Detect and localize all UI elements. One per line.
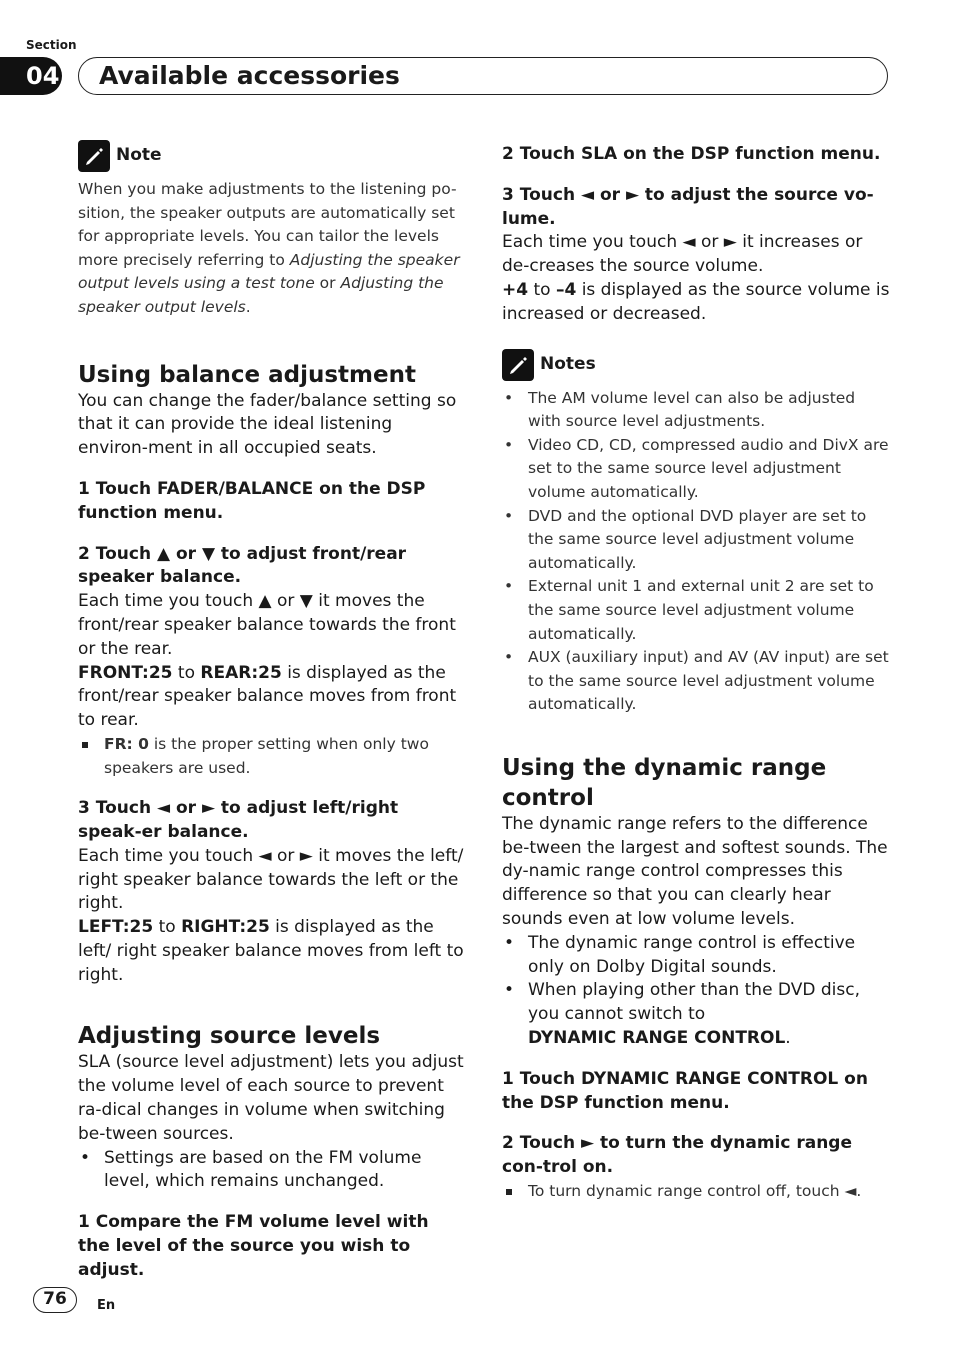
front-rear-to: to xyxy=(172,662,201,683)
note-pencil-icon xyxy=(78,140,110,172)
drc-step-2: 2 Touch ► to turn the dynamic range con-trol on. xyxy=(502,1133,853,1178)
list-item: • DVD and the optional DVD player are set to the same source level adjustment volume automatically. xyxy=(502,505,890,576)
minus-value: –4 xyxy=(555,279,577,300)
list-item: • AUX (auxiliary input) and AV (AV input) are set to the same source level adjustment volume automatically. xyxy=(502,646,890,717)
sla-display xyxy=(502,279,890,327)
balance-intro: You can change the fader/balance setting so that it can provide the ideal listening environ-ment in all occupied seats. xyxy=(78,390,457,459)
list-item xyxy=(502,979,890,1050)
front-rear-text: is displayed as the front/rear speaker balance moves from front to rear. xyxy=(78,662,457,731)
section-number-badge: 04 xyxy=(0,57,62,95)
source-levels-bullets xyxy=(78,1147,466,1195)
balance-step-1: 1 Touch FADER/BALANCE on the DSP function menu. xyxy=(78,478,426,523)
left-right-to: to xyxy=(153,917,182,938)
sla-display-text: is displayed as the source volume is increased or decreased. xyxy=(502,279,890,324)
note-text-1: When you make adjustments to the listening po-sition, the speaker outputs are automatically set for appropriate levels. You can tailor the levels more precisely referring to xyxy=(78,180,457,269)
list-item: • The dynamic range control is effective only on Dolby Digital sounds. xyxy=(502,932,890,980)
left-right-text: is displayed as the left/ right speaker balance moves from left to right. xyxy=(78,917,464,985)
balance-heading: Using balance adjustment xyxy=(78,361,416,388)
fr-zero-note xyxy=(78,733,466,780)
page-title: Available accessories xyxy=(99,61,400,90)
list-item: • Video CD, CD, compressed audio and DivX are set to the same source level adjustment volume automatically. xyxy=(502,434,890,505)
drc-bullet-2-end: . xyxy=(785,1028,791,1049)
left-right-display xyxy=(78,916,466,987)
header-bar xyxy=(78,57,888,95)
sla-step-3: 3 Touch ◄ or ► to adjust the source vo-lume. xyxy=(502,184,874,229)
left-column xyxy=(78,140,466,1283)
sla-step-3-body: Each time you touch ◄ or ► it increases or de-creases the source volume. xyxy=(502,232,863,277)
source-step-1: 1 Compare the FM volume level with the level of the source you wish to adjust. xyxy=(78,1212,429,1280)
note-heading-label: Note xyxy=(116,145,162,166)
drc-off-note: To turn dynamic range control off, touch ◄. xyxy=(502,1180,890,1204)
source-levels-heading: Adjusting source levels xyxy=(78,1023,381,1050)
front-value: FRONT:25 xyxy=(78,662,173,683)
notes-heading-label: Notes xyxy=(540,353,596,374)
drc-bullet-2-bold: DYNAMIC RANGE CONTROL xyxy=(528,1028,786,1049)
balance-step-2-body: Each time you touch ▲ or ▼ it moves the front/rear speaker balance towards the front or the rear. xyxy=(78,591,456,659)
notes-heading xyxy=(502,349,890,381)
drc-step-1: 1 Touch DYNAMIC RANGE CONTROL on the DSP function menu. xyxy=(502,1068,868,1113)
note-ref-2: Adjusting the speaker output levels xyxy=(78,274,444,316)
balance-step-2: 2 Touch ▲ or ▼ to adjust front/rear speaker balance. xyxy=(78,543,407,588)
balance-step-3: 3 Touch ◄ or ► to adjust left/right speak-er balance. xyxy=(78,798,399,842)
note-body xyxy=(78,178,466,320)
list-item: • External unit 1 and external unit 2 are set to the same source level adjustment volume automatically. xyxy=(502,575,890,646)
list-item: • Settings are based on the FM volume level, which remains unchanged. xyxy=(78,1147,466,1195)
plus-value: +4 xyxy=(502,279,529,300)
fr-zero-text: is the proper setting when only two speakers are used. xyxy=(104,734,429,777)
left-value: LEFT:25 xyxy=(78,917,154,938)
section-label: Section xyxy=(26,38,77,52)
notes-list xyxy=(502,387,890,717)
note-ref-1: Adjusting the speaker output levels using a test tone xyxy=(78,250,460,293)
page-number: 76 xyxy=(33,1287,77,1313)
note-text-3: . xyxy=(245,297,251,316)
balance-step-3-body: Each time you touch ◄ or ► it moves the left/ right speaker balance towards the left or the right. xyxy=(78,845,464,914)
fr-zero-value: FR: 0 xyxy=(104,734,149,753)
note-heading xyxy=(78,140,466,172)
list-item: • The AM volume level can also be adjusted with source level adjustments. xyxy=(502,387,890,434)
source-levels-intro: SLA (source level adjustment) lets you adjust the volume level of each source to prevent ra-dical changes in volume when switching be-tween sources. xyxy=(78,1052,464,1144)
rear-value: REAR:25 xyxy=(200,662,282,683)
drc-heading: Using the dynamic range control xyxy=(502,754,827,811)
drc-intro: The dynamic range refers to the difference be-tween the largest and softest sounds. The dy-namic range control compresses this difference so that you can clearly hear sounds even at low volume levels. xyxy=(502,813,888,930)
language-label: En xyxy=(97,1298,116,1313)
front-rear-display xyxy=(78,662,466,733)
notes-pencil-icon xyxy=(502,349,534,381)
note-text-2: or xyxy=(314,274,341,293)
right-column xyxy=(502,143,890,1204)
drc-bullet-2-text: When playing other than the DVD disc, you cannot switch to xyxy=(528,980,860,1025)
right-value: RIGHT:25 xyxy=(181,917,270,938)
sla-to: to xyxy=(528,279,556,300)
sla-step-2: 2 Touch SLA on the DSP function menu. xyxy=(502,144,881,164)
drc-bullets xyxy=(502,932,890,1051)
